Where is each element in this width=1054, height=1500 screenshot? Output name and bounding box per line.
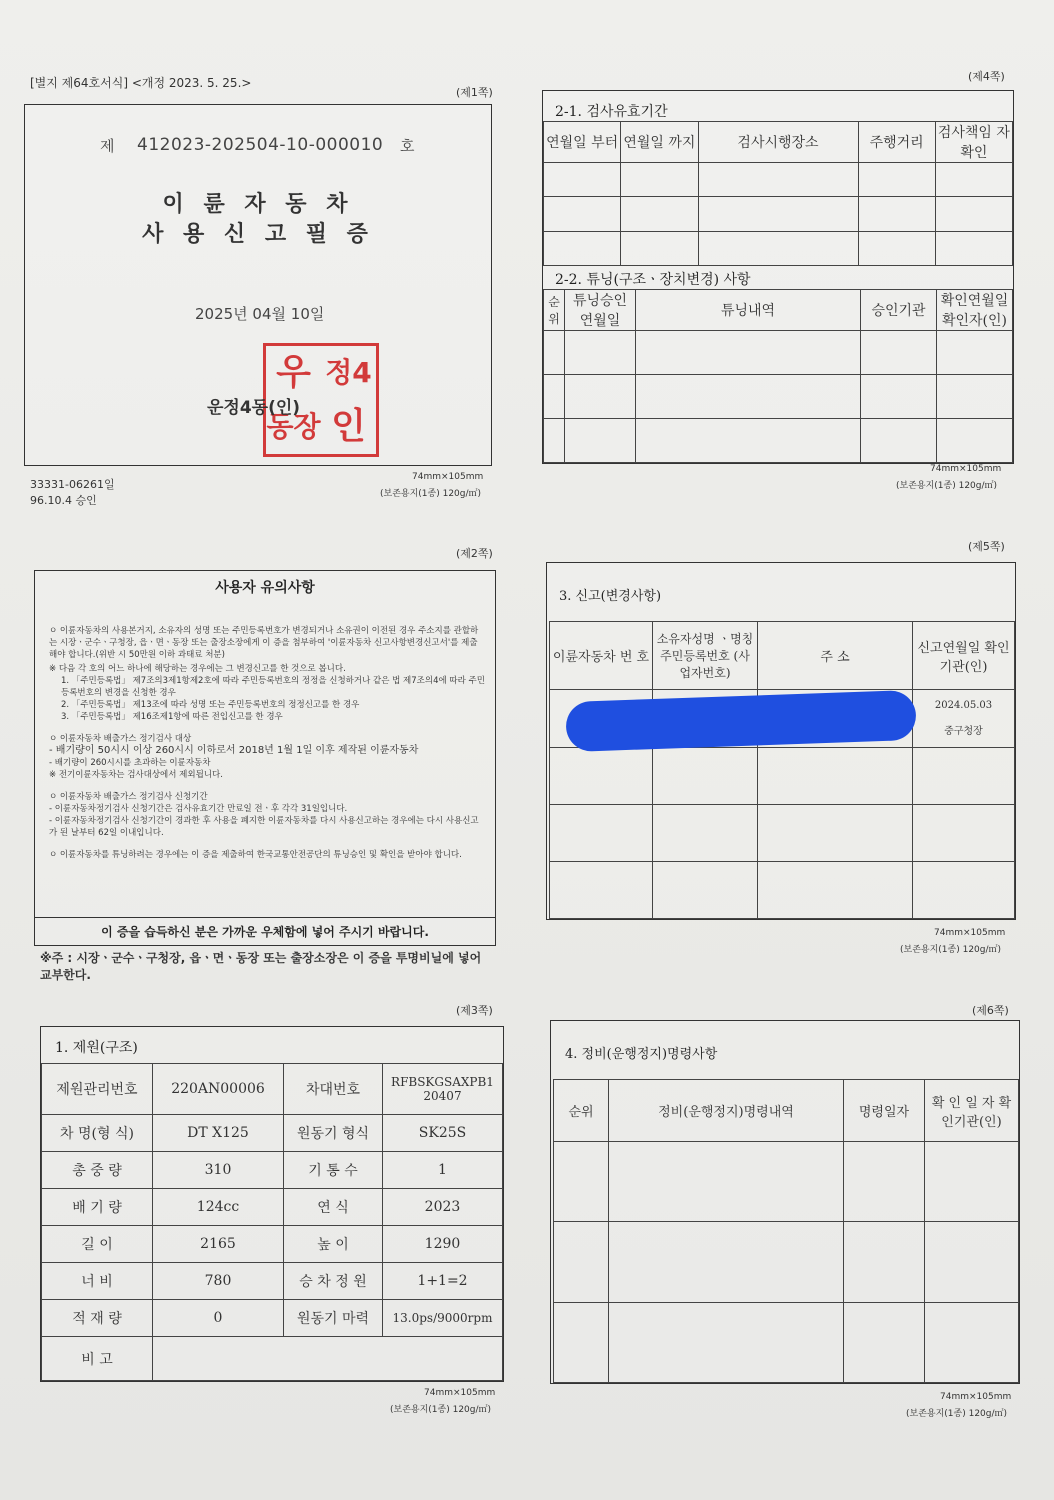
col-owner: 소유자성명 ㆍ명칭 주민등록번호 (사업자번호): [653, 622, 758, 690]
tuning-table: [543, 289, 1013, 463]
col-order-rank: 순위: [554, 1080, 609, 1142]
spec-label: 적 재 량: [42, 1299, 153, 1336]
section-2-2-title: 2-2. 튜닝(구조ㆍ장치변경) 사항: [555, 272, 751, 288]
spec-value: 310: [153, 1152, 284, 1189]
col-confirm: 확인연월일 확인자(인): [937, 290, 1013, 331]
spec-label: 총 중 량: [42, 1152, 153, 1189]
paper-spec-6: (보존용지(1종) 120g/㎡): [906, 1409, 1008, 1419]
spec-value: 0: [153, 1299, 284, 1336]
cert-title-line1: 이 륜 자 동 차: [162, 192, 354, 217]
issuer-name: 운정4동(인): [207, 398, 301, 418]
report-date: 2024.05.03: [934, 699, 993, 711]
spec-value: SK25S: [383, 1115, 503, 1152]
spec-value: 1+1=2: [383, 1263, 503, 1300]
notice-para: ㅇ 이륜자동차 배출가스 정기검사 신청기간: [49, 792, 208, 802]
notice-para: - 이륜자동차정기검사 신청기간이 경과한 후 사용을 폐지한 이륜자동차를 다시 사용신고하는 경우에는 다시 사용신고가 된 날부터 62일 이내입니다.: [49, 816, 479, 838]
page-label-5: (제5쪽): [968, 540, 1005, 553]
col-inspector: 검사책임 자확인: [935, 122, 1012, 163]
notice-para: ※ 다음 각 호의 어느 하나에 해당하는 경우에는 그 변경신고를 한 것으로 봅니다.: [49, 664, 346, 674]
report-entry: [913, 690, 1015, 748]
notice-title: 사용자 유의사항: [215, 580, 315, 596]
spec-value: 220AN00006: [153, 1064, 284, 1115]
col-report-date: 신고연월일 확인기관(인): [913, 622, 1015, 690]
spec-label: 길 이: [42, 1226, 153, 1263]
cert-number: 412023-202504-10-000010: [137, 135, 384, 155]
page-label-1: (제1쪽): [456, 86, 493, 99]
spec-value: 1290: [383, 1226, 503, 1263]
notice-para: - 이륜자동차정기검사 신청기간은 검사유효기간 만료일 전ㆍ후 각각 31일입니다.: [49, 804, 348, 814]
paper-spec-1: (보존용지(1종) 120g/㎡): [380, 489, 482, 499]
paper-size-4: 74mm×105mm: [930, 464, 1002, 474]
notice-body: [49, 625, 485, 861]
spec-value: 2023: [383, 1189, 503, 1226]
section-2-1-title: 2-1. 검사유효기간: [555, 104, 668, 120]
spec-label: 원동기 형식: [284, 1115, 383, 1152]
page-label-2: (제2쪽): [456, 547, 493, 560]
notice-para: ※ 전기이륜자동차는 검사대상에서 제외됩니다.: [49, 770, 223, 780]
cert-title-line2: 사 용 신 고 필 증: [142, 222, 374, 247]
spec-label: 너 비: [42, 1263, 153, 1300]
notice-para: - 배기량이 260시시를 초과하는 이륜자동차: [49, 758, 211, 768]
page4-inspection: [542, 90, 1014, 464]
orders-table: [553, 1079, 1019, 1383]
official-seal-stamp: 우 정4 동장 인: [263, 343, 379, 457]
notice-note: ※주 : 시장ㆍ군수ㆍ구청장, 읍ㆍ면ㆍ동장 또는 출장소장은 이 증을 투명비닐에 넣어 교부한다.: [40, 951, 482, 982]
col-tuning-detail: 튜닝내역: [636, 290, 861, 331]
cert-no-prefix: 제: [100, 137, 115, 155]
notice-para: 2. 「주민등록법」 제13조에 따라 성명 또는 주민등록번호의 정정신고를 한 경우: [61, 700, 360, 710]
page-label-6: (제6쪽): [972, 1004, 1009, 1017]
page6-orders: [550, 1020, 1020, 1384]
spec-label: 제원관리번호: [42, 1064, 153, 1115]
notice-footer: 이 증을 습득하신 분은 가까운 우체함에 넣어 주시기 바랍니다.: [101, 925, 429, 939]
report-office: 중구청장: [944, 725, 983, 737]
notice-para: ㅇ 이륜자동차 배출가스 정기검사 대상: [49, 734, 192, 744]
notice-para: - 배기량이 50시시 이상 260시시 이하로서 2018년 1월 1일 이후 제작된 이륜자동차: [49, 745, 419, 756]
notice-para: 3. 「주민등록법」 제16조제1항에 따른 전입신고를 한 경우: [61, 712, 283, 722]
approval-number: 33331-06261일: [30, 478, 115, 491]
col-order-detail: 정비(운행정지)명령내역: [609, 1080, 844, 1142]
spec-label: 원동기 마력: [284, 1299, 383, 1336]
col-place: 검사시행장소: [698, 122, 858, 163]
notice-para: 1. 「주민등록법」 제7조의3제1항제2호에 따라 주민등록번호의 정정을 신청하거나 같은 법 제7조의4에 따라 주민등록번호의 변경을 신청한 경우: [61, 676, 485, 698]
spec-label: 배 기 량: [42, 1189, 153, 1226]
page-label-4: (제4쪽): [968, 70, 1005, 83]
col-order-confirm: 확 인 일 자 확인기관(인): [925, 1080, 1019, 1142]
issue-date: 2025년 04월 10일: [195, 305, 325, 323]
spec-label: 차대번호: [284, 1064, 383, 1115]
spec-value: 13.0ps/9000rpm: [383, 1299, 503, 1336]
notice-para: ㅇ 이륜자동차의 사용본거지, 소유자의 성명 또는 주민등록번호가 변경되거나 소유권이 이전된 경우 주소지를 관할하는 시장ㆍ군수ㆍ구청장, 읍ㆍ면ㆍ동장 또는 출장소장에게 이 증을 첨부하여 '이륜자동차 신고사항변경신고서'를 제출해야 합니다.(위반 시 50만원 이하 과태료 처분): [49, 626, 479, 660]
spec-value: RFBSKGSAXPB1 20407: [383, 1064, 503, 1115]
page-label-3: (제3쪽): [456, 1004, 493, 1017]
notice-para: ㅇ 이륜자동차를 튜닝하려는 경우에는 이 증을 제출하여 한국교통안전공단의 튜닝승인 및 확인을 받아야 합니다.: [49, 850, 462, 860]
section-1-title: 1. 제원(구조): [55, 1040, 138, 1056]
col-plate: 이륜자동차 번 호: [550, 622, 653, 690]
spec-label: 연 식: [284, 1189, 383, 1226]
specs-table: [41, 1063, 503, 1381]
paper-size-5: 74mm×105mm: [934, 928, 1006, 938]
col-tuning-date: 튜닝승인 연월일: [565, 290, 636, 331]
spec-value: 2165: [153, 1226, 284, 1263]
col-rank: 순 위: [544, 290, 565, 331]
changes-table: [549, 621, 1015, 919]
col-approver: 승인기관: [861, 290, 937, 331]
paper-size-6: 74mm×105mm: [940, 1392, 1012, 1402]
paper-size-3: 74mm×105mm: [424, 1388, 496, 1398]
spec-value: 1: [383, 1152, 503, 1189]
col-order-date: 명령일자: [844, 1080, 925, 1142]
approval-date: 96.10.4 승인: [30, 494, 97, 507]
section-4-title: 4. 정비(운행정지)명령사항: [565, 1047, 718, 1062]
section-3-title: 3. 신고(변경사항): [559, 589, 662, 604]
form-title: [별지 제64호서식] <개정 2023. 5. 25.>: [30, 76, 252, 90]
spec-label: 차 명(형 식): [42, 1115, 153, 1152]
spec-label: 기 통 수: [284, 1152, 383, 1189]
page1-certificate: [24, 104, 492, 466]
paper-spec-3: (보존용지(1종) 120g/㎡): [390, 1405, 492, 1415]
col-from: 연월일 부터: [544, 122, 621, 163]
page3-specs: [40, 1026, 504, 1382]
col-mileage: 주행거리: [858, 122, 935, 163]
spec-label: 승 차 정 원: [284, 1263, 383, 1300]
inspection-table: [543, 121, 1013, 266]
paper-spec-4: (보존용지(1종) 120g/㎡): [896, 481, 998, 491]
spec-value: 780: [153, 1263, 284, 1300]
col-to: 연월일 까지: [621, 122, 698, 163]
paper-size-1: 74mm×105mm: [412, 472, 484, 482]
spec-value: DT X125: [153, 1115, 284, 1152]
paper-spec-5: (보존용지(1종) 120g/㎡): [900, 945, 1002, 955]
cert-no-suffix: 호: [400, 137, 415, 155]
page2-notice: [34, 570, 496, 946]
col-address: 주 소: [758, 622, 913, 690]
remarks-label: 비 고: [42, 1337, 153, 1381]
spec-value: 124cc: [153, 1189, 284, 1226]
spec-label: 높 이: [284, 1226, 383, 1263]
